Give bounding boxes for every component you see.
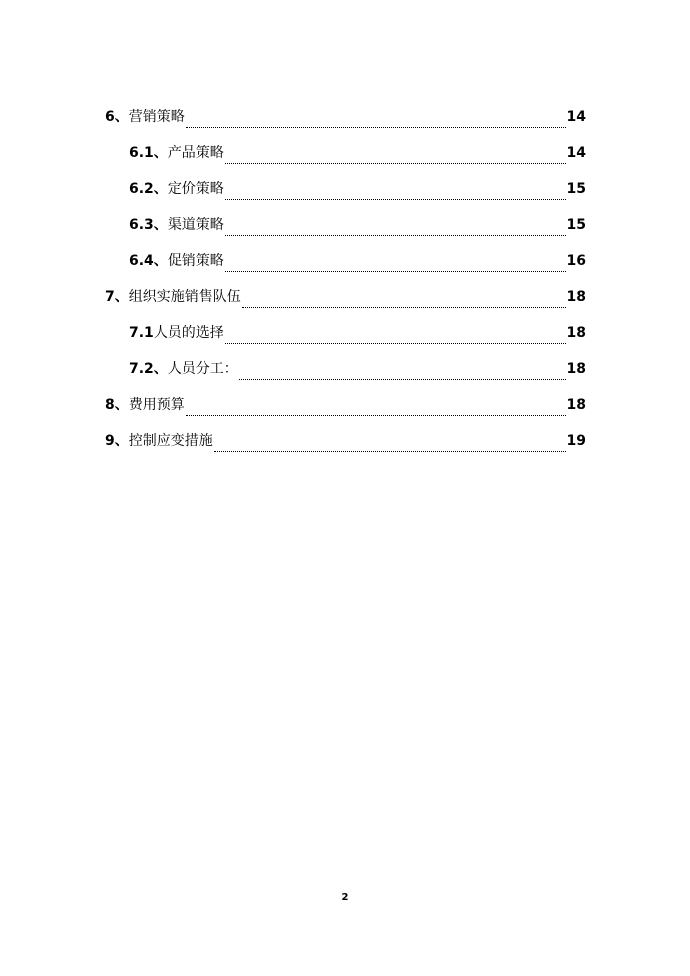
toc-entry-number: 8、 [105, 397, 129, 413]
dot-leader [225, 149, 566, 164]
dot-leader [239, 365, 566, 380]
toc-entry-number: 6.3、 [129, 217, 168, 233]
toc-entry-number: 6.1、 [129, 145, 168, 161]
toc-entry-7-1[interactable] [105, 315, 586, 351]
toc-entry-6-3[interactable] [105, 207, 586, 243]
toc-entry-title: 渠道策略 [167, 217, 224, 233]
toc-entry-8[interactable] [105, 387, 586, 423]
dot-leader [225, 221, 566, 236]
toc-entry-page: 15 [566, 217, 586, 233]
toc-entry-title: 组织实施销售队伍 [128, 289, 241, 305]
toc-entry-9[interactable] [105, 423, 586, 459]
toc-entry-6-1[interactable] [105, 135, 586, 171]
toc-entry-page: 18 [566, 289, 586, 305]
toc-entry-title: 人员的选择 [153, 325, 224, 341]
toc-entry-number: 6.2、 [129, 181, 168, 197]
toc-entry-title: 控制应变措施 [128, 433, 213, 449]
toc-entry-number: 6、 [105, 109, 129, 125]
toc-entry-page: 14 [566, 145, 586, 161]
dot-leader [186, 113, 566, 128]
toc-entry-page: 18 [566, 361, 586, 377]
toc-entry-page: 18 [566, 325, 586, 341]
toc-entry-title: 费用预算 [128, 397, 185, 413]
dot-leader [186, 401, 566, 416]
dot-leader [242, 293, 566, 308]
dot-leader [214, 437, 566, 452]
toc-entry-number: 7、 [105, 289, 129, 305]
toc-entry-title: 定价策略 [167, 181, 224, 197]
toc-entry-page: 15 [566, 181, 586, 197]
toc-entry-number: 7.1 [129, 325, 154, 341]
toc-entry-number: 9、 [105, 433, 129, 449]
toc-entry-page: 16 [566, 253, 586, 269]
toc-entry-6-4[interactable] [105, 243, 586, 279]
toc-entry-title: 产品策略 [167, 145, 224, 161]
toc-entry-7-2[interactable] [105, 351, 586, 387]
toc-entry-6[interactable] [105, 99, 586, 135]
toc-entry-page: 19 [566, 433, 586, 449]
toc-entry-title: 促销策略 [167, 253, 224, 269]
toc-entry-title: 人员分工： [167, 361, 238, 377]
toc-entry-number: 7.2、 [129, 361, 168, 377]
toc-entry-page: 18 [566, 397, 586, 413]
dot-leader [225, 185, 566, 200]
page-number: 2 [341, 892, 349, 903]
toc-entry-7[interactable] [105, 279, 586, 315]
toc-entry-6-2[interactable] [105, 171, 586, 207]
dot-leader [225, 257, 566, 272]
toc-entry-number: 6.4、 [129, 253, 168, 269]
toc-entry-page: 14 [566, 109, 586, 125]
toc-entry-title: 营销策略 [128, 109, 185, 125]
dot-leader [225, 329, 566, 344]
table-of-contents [105, 99, 586, 459]
